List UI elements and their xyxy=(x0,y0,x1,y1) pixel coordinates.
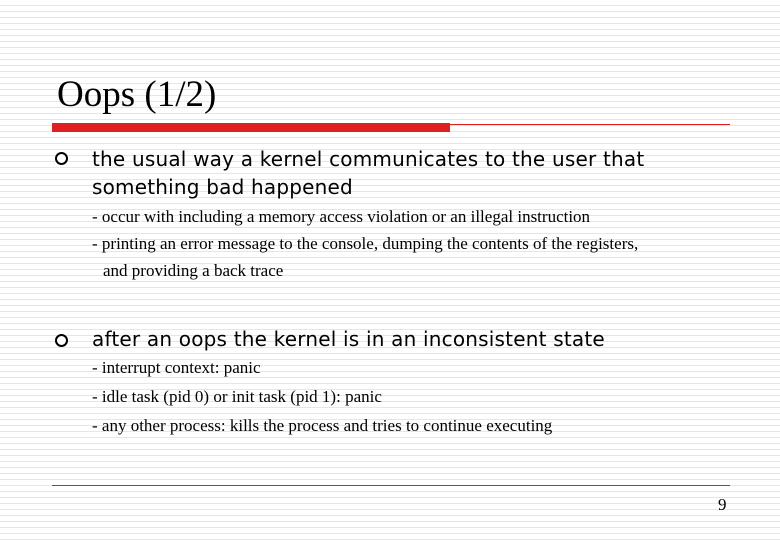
sub-item-continuation: and providing a back trace xyxy=(103,261,284,280)
bullet-heading: the usual way a kernel communicates to the user that xyxy=(92,147,645,171)
bullet-heading-continuation: something bad happened xyxy=(92,175,353,199)
footer-divider-line xyxy=(52,485,730,486)
slide-title: Oops (1/2) xyxy=(57,74,217,115)
hollow-bullet-icon xyxy=(55,152,68,165)
sub-item: - any other process: kills the process and tries to continue executing xyxy=(92,416,553,435)
sub-item: - idle task (pid 0) or init task (pid 1): panic xyxy=(92,387,382,406)
title-accent-bar xyxy=(52,123,450,132)
sub-item: - occur with including a memory access violation or an illegal instruction xyxy=(92,207,591,226)
title-divider-line xyxy=(450,124,730,125)
sub-item: - printing an error message to the console, dumping the contents of the registers, xyxy=(92,234,639,253)
hollow-bullet-icon xyxy=(55,334,68,347)
bullet-heading: after an oops the kernel is in an inconsistent state xyxy=(92,327,605,351)
page-number: 9 xyxy=(718,495,727,514)
sub-item: - interrupt context: panic xyxy=(92,358,261,377)
